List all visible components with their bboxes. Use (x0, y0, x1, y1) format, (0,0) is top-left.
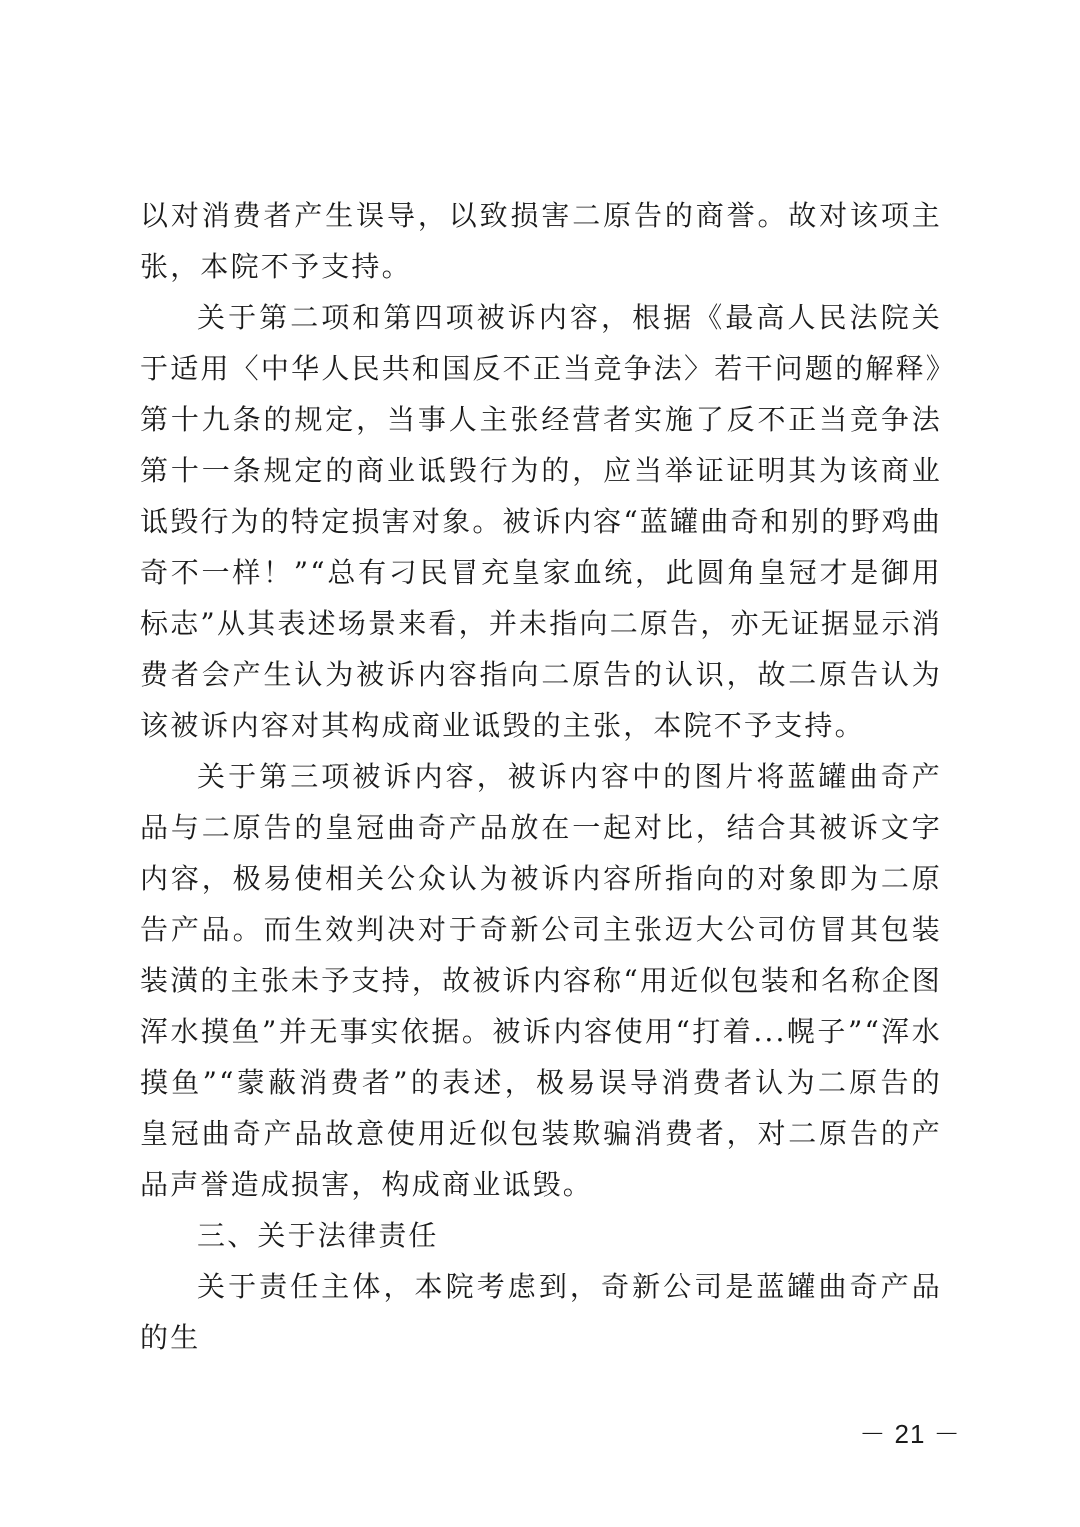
body-text (140, 190, 942, 1363)
paragraph-item-two-four: 关于第二项和第四项被诉内容，根据《最高人民法院关于适用〈中华人民共和国反不正当竞争法〉若干问题的解释》第十九条的规定，当事人主张经营者实施了反不正当竞争法第十一条规定的商业诋毁行为的，应当举证证明其为该商业诋毁行为的特定损害对象。被诉内容“蓝罐曲奇和别的野鸡曲奇不一样！”“总有刁民冒充皇家血统，此圆角皇冠才是御用标志”从其表述场景来看，并未指向二原告，亦无证据显示消费者会产生认为被诉内容指向二原告的认识，故二原告认为该被诉内容对其构成商业诋毁的主张，本院不予支持。 (140, 301, 942, 742)
section-heading-legal-liability: 三、关于法律责任 (197, 1219, 439, 1252)
page-number: － 21 － (859, 1419, 961, 1449)
paragraph-continuation: 以对消费者产生误导，以致损害二原告的商誉。故对该项主张，本院不予支持。 (140, 199, 942, 283)
paragraph-item-three: 关于第三项被诉内容，被诉内容中的图片将蓝罐曲奇产品与二原告的皇冠曲奇产品放在一起对比，结合其被诉文字内容，极易使相关公众认为被诉内容所指向的对象即为二原告产品。而生效判决对于奇新公司主张迈大公司仿冒其包装装潢的主张未予支持，故被诉内容称“用近似包装和名称企图浑水摸鱼”并无事实依据。被诉内容使用“打着...幌子”“浑水摸鱼”“蒙蔽消费者”的表述，极易误导消费者认为二原告的皇冠曲奇产品故意使用近似包装欺骗消费者，对二原告的产品声誉造成损害，构成商业诋毁。 (140, 760, 942, 1201)
paragraph-liability-subject: 关于责任主体，本院考虑到，奇新公司是蓝罐曲奇产品的生 (140, 1270, 942, 1354)
